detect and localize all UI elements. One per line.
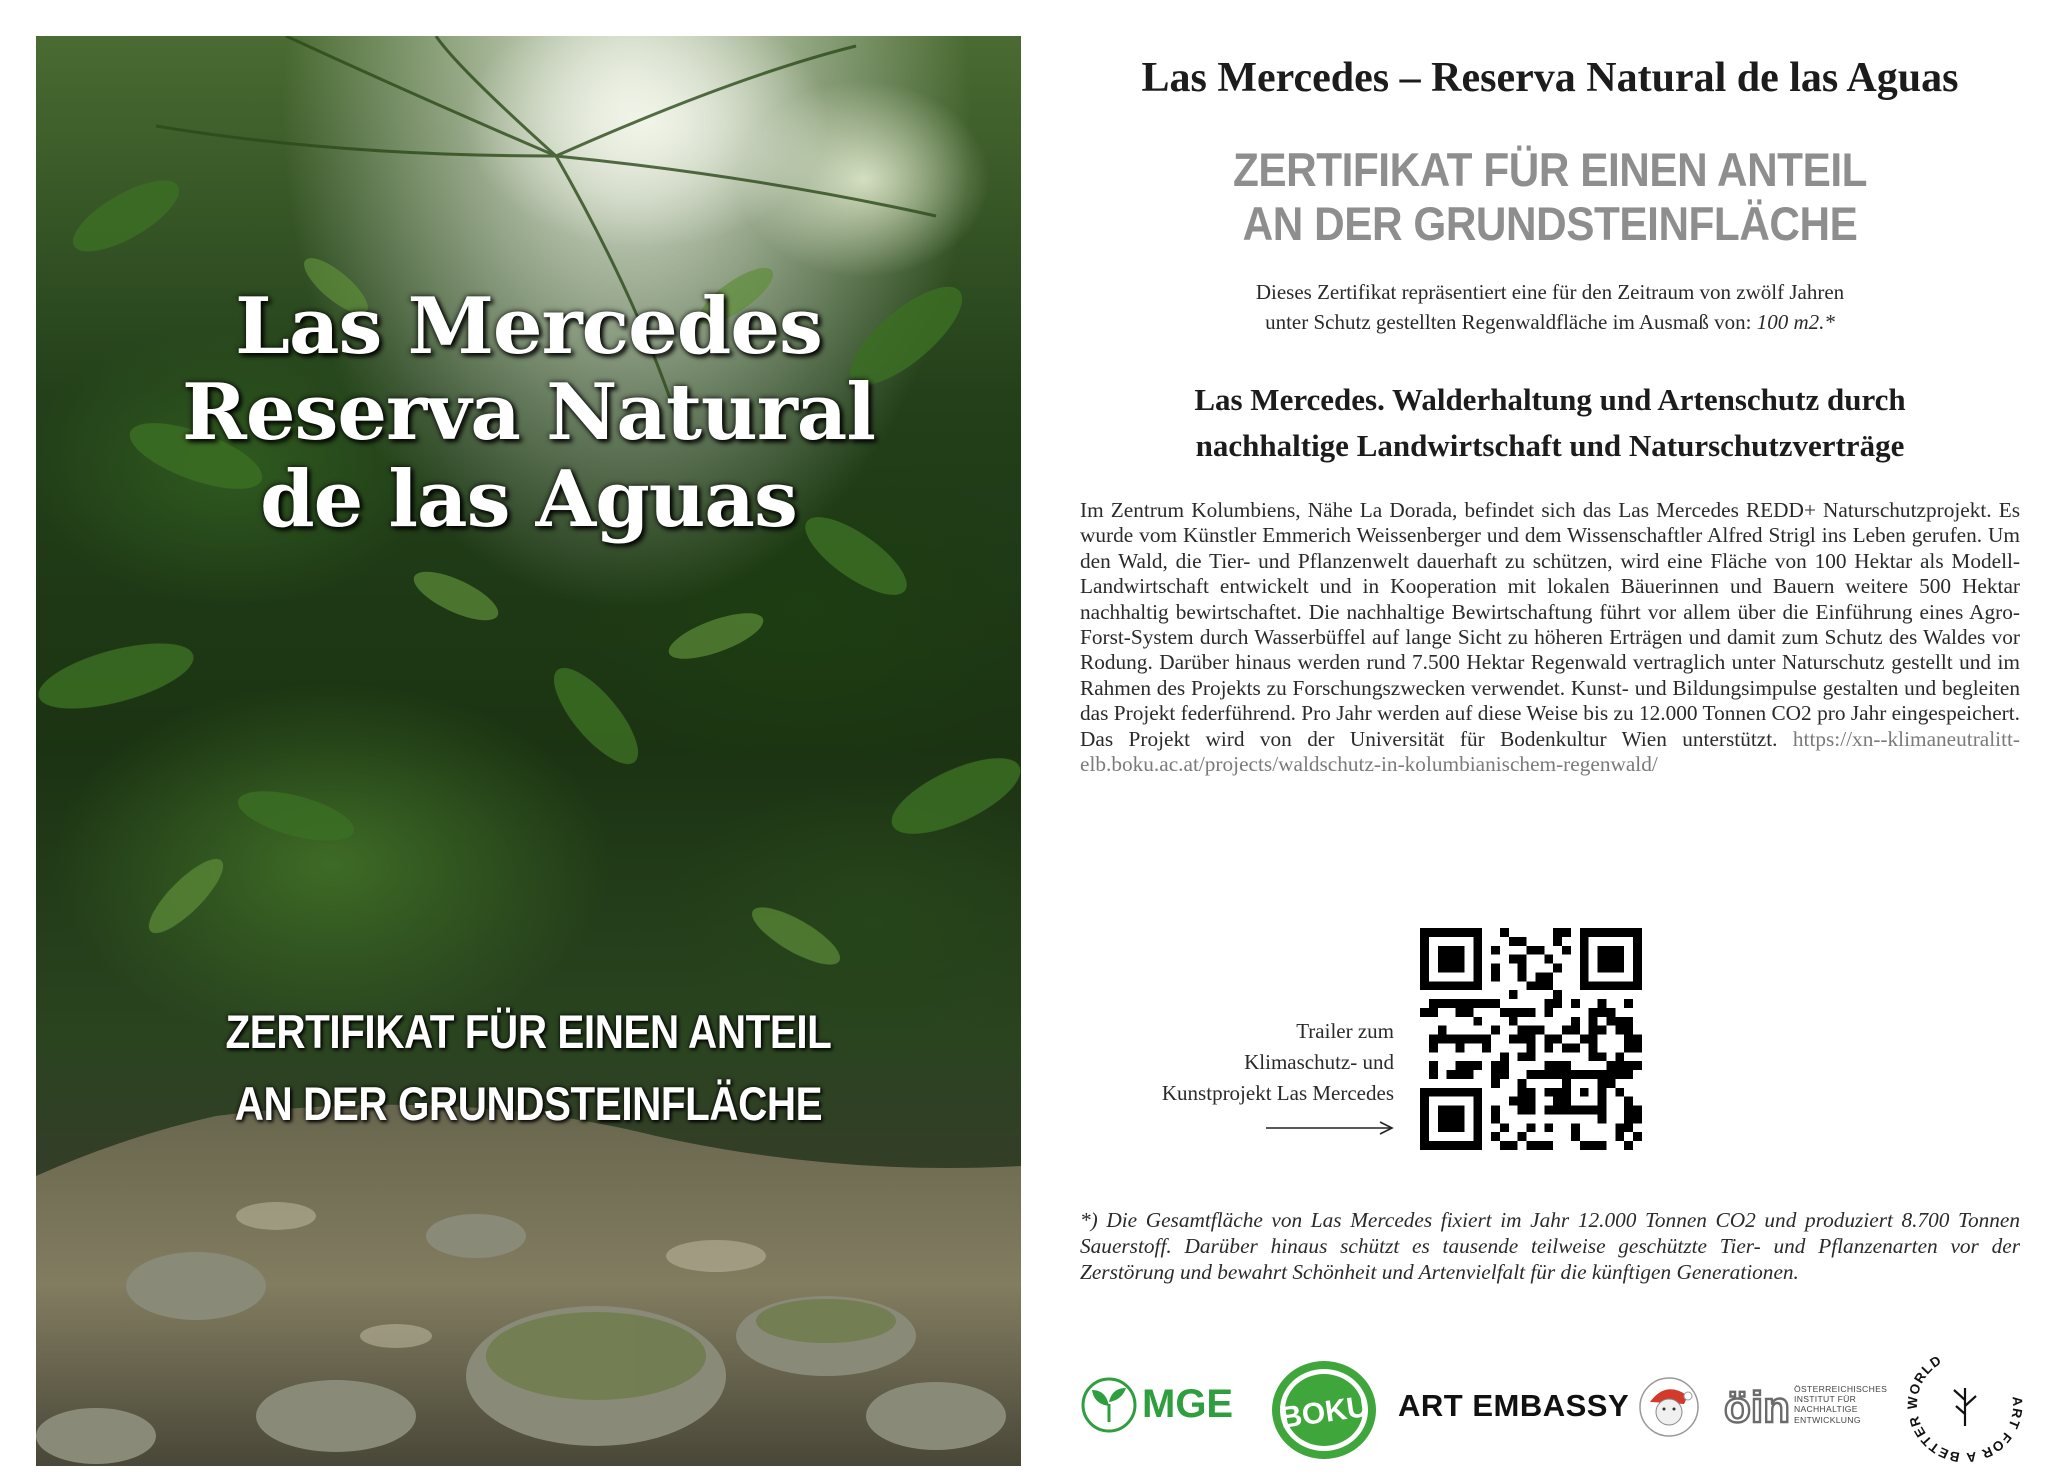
certificate-text-column [1080,0,2026,1483]
oin-text-line: NACHHALTIGE [1794,1404,1858,1415]
intro-line [1080,310,2020,335]
oin-text-line: ENTWICKLUNG [1794,1414,1861,1425]
mge-logo-text: MGE [1142,1382,1234,1426]
oin-text-line: ÖSTERREICHISCHES [1794,1384,1888,1394]
boku-logo-text: BOKU [1278,1389,1371,1435]
art-for-a-better-world-logo [1900,1340,2030,1470]
qr-code[interactable] [1420,928,1642,1150]
qr-caption-line: Klimaschutz- und [1244,1050,1394,1074]
oin-logo-letters: öin [1724,1383,1790,1430]
intro-text: unter Schutz gestellten Regenwaldfläche im Ausmaß von: [1265,310,1757,334]
mge-logo [1080,1374,1250,1436]
body-text: Im Zentrum Kolumbiens, Nähe La Dorada, befindet sich das Las Mercedes REDD+ Naturschutzprojekt. Es wurde vom Künstler Emmerich Weissenberger und dem Wissenschaftler Alfred Strigl ins Leben gerufen. Um den Wald, die Tier- und Pflanzenwelt dauerhaft zu schützen, wird eine Fläche von 100 Hektar als Modell-Landwirtschaft entwickelt und in Kooperation mit lokalen Bäuerinnen und Bauern weitere 500 Hektar nachhaltig bewirtschaftet. Die nachhaltige Bewirtschaftung führt vor allem über die Einführung eines Agro-Forst-System durch Wasserbüffel auf lange Sicht zu höheren Erträgen und damit zum Schutz des Waldes vor Rodung. Darüber hinaus werden rund 7.500 Hektar Regenwald vertraglich unter Naturschutz gestellt und im Rahmen des Projekts zu Forschungszwecken verwendet. Kunst- und Bildungsimpulse gestalten und begleiten das Projekt federführend. Pro Jahr werden auf diese Weise bis zu 12.000 Tonnen CO2 pro Jahr eingespeichert. Das Projekt wird von der Universität für Bodenkultur Wien unterstützt. [1080,498,2020,751]
arrow-right-icon [1266,1118,1396,1138]
rainforest-illustration [36,36,1021,1466]
santa-face-icon [1638,1376,1700,1438]
oin-text-line: INSTITUT FÜR [1794,1394,1857,1405]
body-paragraph [1080,498,2020,777]
photo-certificate-line: ZERTIFIKAT FÜR EINEN ANTEIL [225,1005,832,1058]
cover-photo [36,36,1021,1466]
oin-logo-text [1794,1384,1887,1425]
page-title: Las Mercedes – Reserva Natural de las Aguas [1141,55,1959,101]
section-heading-line: Las Mercedes. Walderhaltung und Artenschutz durch [1194,382,1906,417]
area-value: 100 m2.* [1756,310,1835,334]
photo-certificate-line: AN DER GRUNDSTEINFLÄCHE [234,1077,823,1130]
certificate-heading-line: ZERTIFIKAT FÜR EINEN ANTEIL [1232,143,1868,196]
photo-title-line: Las Mercedes [235,281,822,372]
oin-logo-mark [1722,1380,1792,1430]
project-link[interactable]: https://xn--klimaneutralitt-elb.boku.ac.at/projects/waldschutz-in-kolumbianischem-regenwald/ [1080,726,2020,777]
qr-caption-line: Trailer zum [1296,1019,1394,1043]
section-heading-line: nachhaltige Landwirtschaft und Naturschutzverträge [1195,428,1905,463]
afbw-logo-text: ART FOR A BETTER WORLD [1904,1352,2026,1466]
footnote: *) Die Gesamtfläche von Las Mercedes fixiert im Jahr 12.000 Tonnen CO2 und produziert 8.700 Tonnen Sauerstoff. Darüber hinaus schützt es tausende teilweise geschützte Tier- und Pflanzenarten vor der Zerstörung und bewahrt Schönheit und Artenvielfalt für die künftigen Generationen. [1080,1208,2020,1284]
photo-title-line: de las Aguas [260,454,797,545]
photo-title-line: Reserva Natural [182,367,875,458]
intro-line: Dieses Zertifikat repräsentiert eine für den Zeitraum von zwölf Jahren [1255,280,1845,304]
art-embassy-logo-text: ART EMBASSY [1398,1388,1630,1423]
oin-logo [1722,1378,1898,1434]
art-embassy-logo [1398,1374,1708,1440]
qr-caption-line: Kunstprojekt Las Mercedes [1161,1081,1394,1105]
qr-caption [1080,1016,1394,1109]
sprout-icon [1080,1376,1138,1434]
certificate-heading-line: AN DER GRUNDSTEINFLÄCHE [1242,197,1858,250]
boku-logo [1268,1358,1380,1462]
